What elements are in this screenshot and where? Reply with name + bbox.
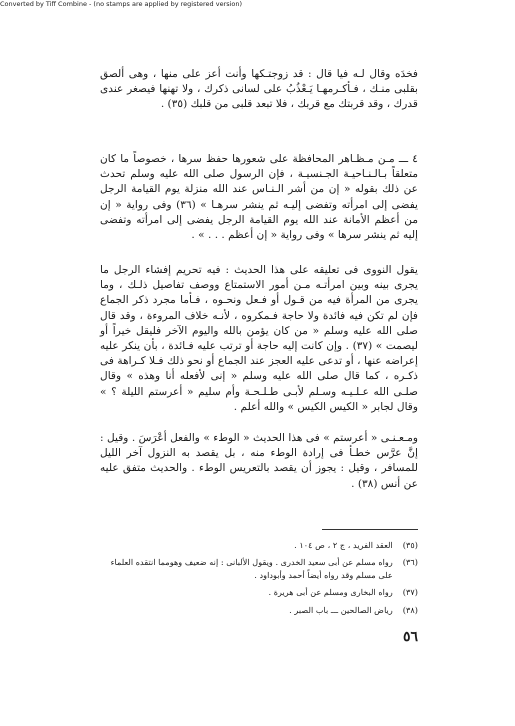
footnote-number: (٣٧): [402, 587, 418, 598]
paragraph-1: فخدَه وقال لـه فيا قال : قد زوجتـكها وأنت أعز على منها ، وهى ألصق بقلبى منـك ، فـأكـرمهـا يَـعْذُبُ على لسانى ذكرك ، ولا تهنها فيصغر عندى قدرك ، وقد قربتك مع قربك ، فلا تبعد قلبى من قلبك (٣٥) .: [100, 68, 418, 111]
footnote-text: رواه البخارى ومسلم عن أبى هريرة .: [268, 587, 393, 598]
footnote-text: رواه مسلم عن أبى سعيد الخدرى . ويقول الألبانى : إنه ضعيف وهومما انتقده العلماء على مسلم وقد رواه أيضاً أحمد وأبوداود .: [110, 557, 393, 580]
footnote-text: رياض الصالحين ـــ باب الصبر .: [289, 604, 393, 615]
paragraph-2: ٤ ـــ مـن مـظـاهر المحافظة على شعورها حفظ سرها ، خصوصاً ما كان متعلقاً بـالـنـاحيـة الجـنسيـة ، فإن الرسول صلى الله عليه وسلم تحدث عن ذلك بقوله « إن من أشر الـنـاس عند الله منزلة يوم القيامة الرجل يفضى إلى امرأته وتفضى إليـه ثم ينشر سرهـا » (٣٦) وفى رواية « إن من أعظم الأمانة عند الله يوم القيامة الرجل يفضى إلى امرأته وتفضى إليه ثم ينشر سرها » وفى رواية « إن أعظم . . . » .: [100, 153, 418, 242]
footnote-36: [100, 556, 418, 581]
converter-notice: Converted by Tiff Combine - (no stamps are applied by registered version): [0, 0, 243, 8]
footnote-37: [100, 586, 418, 598]
footnote-35: [100, 539, 418, 551]
footnote-number: (٣٦): [402, 557, 418, 568]
footnote-text: العقد الفريد ، ج ٢ ، ص ١٠٤ .: [294, 540, 393, 550]
footnote-number: (٣٥): [402, 540, 418, 550]
footnote-divider: [322, 529, 418, 530]
page-number: ٥٦: [402, 629, 418, 645]
footnote-38: [100, 604, 418, 616]
footnotes-list: [100, 539, 418, 621]
paragraph-3: يقول النووى فى تعليقه على هذا الحديث : فيه تحريم إفشاء الرجل ما يجرى بينه وبين امرأتـه مـن أمور الاستمتاع ووصف تفاصيل ذلـك ، وما يجرى من المرأة فيه من قـول أو فـعل ونحـوه ، فـأما مجرد ذكر الجماع فإن لم تكن فيه فائدة ولا حاجة فـمكروه ، لأنـه خلاف المروءة ، وقد قال صلى الله عليه وسلم « من كان يؤمن بالله واليوم الآخر فليقل خيراً أو ليصمت » (٣٧) . وإن كانت إليه حاجة أو ترتب عليه فـائدة ، بأن ينكر عليه إعراضه عنها ، أو تدعى عليه العجز عند الجماع أو نحو ذلك فـلا كـراهة فى ذكـره ، كما قال صلى الله عليه وسلم « إنى لأفعله أنا وهذه » وقال صلـى الله عـلـيـه وسـلم لأبـى طـلـحـة وأم سليم « أعرستم الليلة ؟ » وقال لجابر « الكيس الكيس » والله أعلم .: [100, 264, 418, 413]
footnote-number: (٣٨): [402, 604, 418, 615]
paragraph-4: ومـعـنـى « أعرستم » فى هذا الحديث « الوطء » والفعل أعْرَسَ . وقيل : إنَّ عرَّس خطـأ فى إرادة الوطء منه ، بل يقصد به النزول آخر الليل للمسافر ، وقيل : يجوز أن يقصد بالتعريس الوطء . والحديث متفق عليه عن أنس (٣٨) .: [100, 432, 418, 490]
